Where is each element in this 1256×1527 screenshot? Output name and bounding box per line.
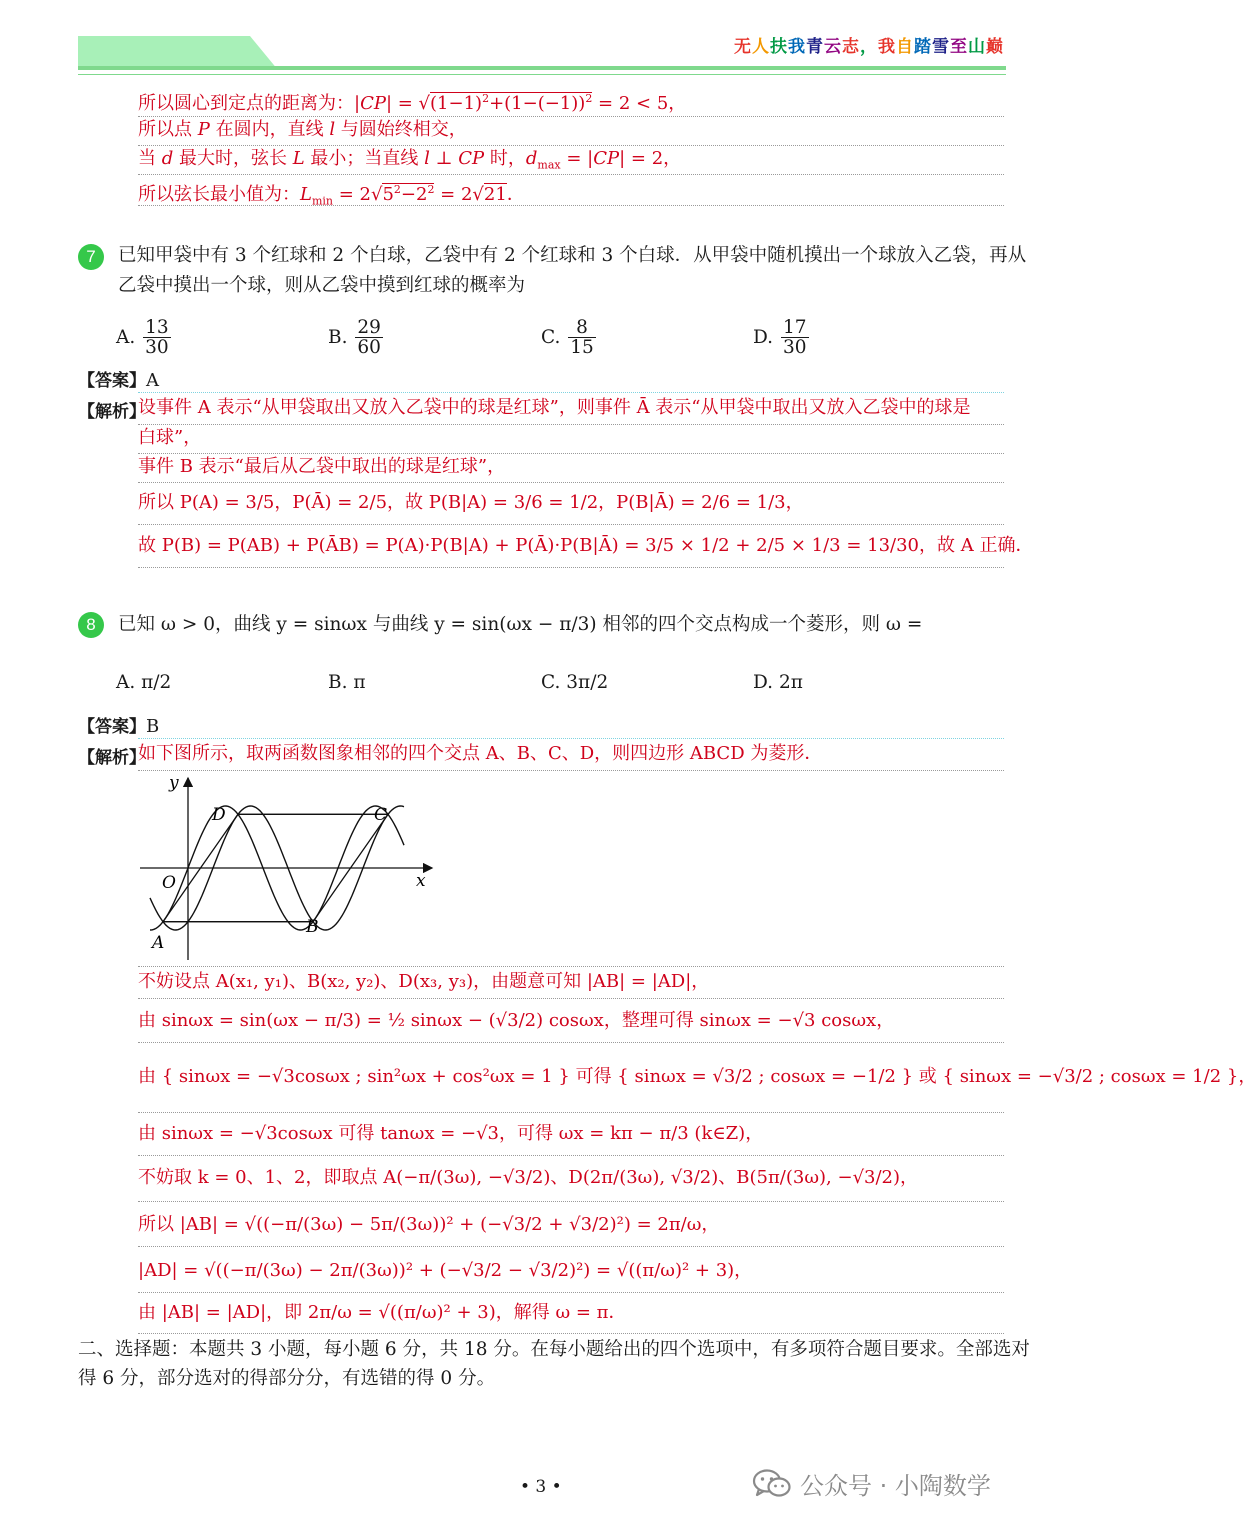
divider (138, 567, 1004, 568)
page-number: • 3 • (520, 1477, 562, 1497)
answer-row (78, 712, 159, 737)
divider (138, 1042, 1004, 1043)
header-rule-thin (78, 74, 1006, 75)
motto-char: 无 (734, 37, 752, 57)
motto-char: 踏 (914, 37, 932, 57)
motto-char: 志 (842, 37, 860, 57)
question-number-badge: 7 (78, 244, 104, 270)
answer-value: A (146, 370, 159, 391)
analysis-line: 不妨设点 A(x₁, y₁)、B(x₂, y₂)、D(x₃, y₃)，由题意可知 |AB| = |AD|， (138, 971, 710, 992)
divider (138, 998, 1004, 999)
watermark (752, 1466, 991, 1501)
divider (138, 482, 1004, 483)
analysis-line: 由 sinωx = sin(ωx − π/3) = ½ sinωx − (√3/2) cosωx，整理可得 sinωx = −√3 cosωx， (138, 1010, 895, 1031)
analysis-tag: 【解析】 (78, 402, 146, 422)
option-label: A. (116, 326, 136, 348)
answer-value: B (146, 716, 160, 737)
denominator: 15 (570, 337, 594, 359)
option-b[interactable] (328, 672, 366, 693)
question-stem-line: 已知甲袋中有 3 个红球和 2 个白球，乙袋中有 2 个红球和 3 个白球．从甲袋中随机摸出一个球放入乙袋，再从 (118, 245, 1027, 266)
watermark-text: 公众号 · 小陶数学 (800, 1472, 991, 1500)
motto-char: 自 (896, 37, 914, 57)
denominator: 30 (145, 337, 169, 359)
answer-tag: 【答案】 (78, 717, 146, 737)
answer-row (78, 366, 159, 391)
motto-char: ， (860, 37, 878, 57)
analysis-line: 由 |AB| = |AD|，即 2π/ω = √((π/ω)² + 3)，解得 ω = π． (138, 1302, 627, 1323)
option-c[interactable] (541, 318, 598, 358)
motto-char: 至 (950, 37, 968, 57)
divider (138, 966, 1004, 967)
origin-label: O (162, 873, 176, 893)
option-d[interactable] (753, 318, 811, 358)
question-stem-line: 乙袋中摸出一个球，则从乙袋中摸到红球的概率为 (118, 275, 526, 296)
divider (138, 1292, 1004, 1293)
divider (138, 1246, 1004, 1247)
motto-char: 我 (878, 37, 896, 57)
header-rule (78, 66, 1006, 70)
option-d[interactable] (753, 672, 803, 693)
point-label-b: B (306, 917, 319, 937)
numerator: 13 (145, 317, 169, 338)
numerator: 8 (568, 318, 596, 338)
motto-char: 山 (968, 37, 986, 57)
option-text: π (353, 672, 366, 693)
option-a[interactable] (116, 318, 173, 358)
header-band (78, 36, 278, 70)
prev-solution-line: 所以圆心到定点的距离为：$|CP| = √(1-1)^2+(1-(-1))^2 = 2 < 5$， (138, 92, 687, 114)
prev-solution-line: 当 d 最大时，弦长 L 最小；当直线 l ⊥ CP 时，$d_{max} = |CP| = 2$， (138, 148, 682, 172)
question-stem: 已知 ω > 0，曲线 y = sinωx 与曲线 y = sin(ωx − π/3) 相邻的四个交点构成一个菱形，则 ω = (118, 614, 923, 635)
axis-x-label: x (416, 871, 426, 891)
option-label: A. (116, 672, 136, 693)
motto-char: 人 (752, 37, 770, 57)
analysis-line: 所以 |AB| = √((−π/(3ω) − 5π/(3ω))² + (−√3/2 + √3/2)²) = 2π/ω， (138, 1214, 720, 1235)
motto-char: 青 (806, 37, 824, 57)
option-label: B. (328, 672, 348, 693)
divider (138, 1155, 1004, 1156)
denominator: 30 (782, 337, 807, 359)
point-label-a: A (152, 933, 165, 953)
divider (138, 1201, 1004, 1202)
divider (138, 1333, 1004, 1334)
sine-intersection-figure (136, 772, 436, 964)
option-fraction (355, 318, 383, 358)
divider (138, 1112, 1004, 1113)
analysis-intro: 如下图所示，取两函数图象相邻的四个交点 A、B、C、D，则四边形 ABCD 为菱形． (138, 743, 823, 764)
option-label: D. (753, 672, 774, 693)
option-fraction (143, 318, 171, 358)
question-number-badge: 8 (78, 612, 104, 638)
prev-solution-line: 所以点 P 在圆内，直线 l 与圆始终相交， (138, 119, 467, 140)
numerator: 17 (782, 317, 807, 338)
motto-char: 扶 (770, 37, 788, 57)
divider (138, 205, 1004, 206)
point-label-c: C (374, 805, 388, 825)
option-text: 3π/2 (566, 672, 609, 693)
analysis-tag: 【解析】 (78, 748, 146, 768)
motto-char: 云 (824, 37, 842, 57)
divider (138, 524, 1004, 525)
option-b[interactable] (328, 318, 385, 358)
analysis-line: 白球”， (138, 427, 202, 448)
section-line: 二、选择题：本题共 3 小题，每小题 6 分，共 18 分。在每小题给出的四个选项中，有多项符合题目要求。全部选对 (78, 1339, 1030, 1360)
option-label: C. (541, 326, 561, 348)
analysis-line: 不妨取 k = 0、1、2，即取点 A(−π/(3ω), −√3/2)、D(2π/(3ω), √3/2)、B(5π/(3ω), −√3/2)， (138, 1167, 919, 1188)
analysis-line: 设事件 A 表示“从甲袋取出又放入乙袋中的球是红球”，则事件 Ā 表示“从甲袋中取出又放入乙袋中的球是 (138, 397, 971, 418)
prev-solution-line: 所以弦长最小值为：$L_{min} = 2√5^2-2^2 = 2√21$． (138, 183, 525, 208)
option-text: 2π (778, 672, 803, 693)
axis-y-label: y (169, 773, 179, 793)
wechat-icon (752, 1468, 792, 1500)
header-motto (734, 32, 1004, 57)
denominator: 60 (357, 337, 381, 359)
numerator: 29 (357, 317, 381, 338)
analysis-line: 由 sinωx = −√3cosωx 可得 tanωx = −√3，可得 ωx = kπ − π/3 (k∈Z)， (138, 1123, 764, 1144)
divider (138, 738, 1004, 739)
divider (138, 174, 1004, 175)
analysis-line: 由 { sinωx = −√3cosωx ; sin²ωx + cos²ωx = 1 } 可得 { sinωx = √3/2 ; cosωx = −1/2 } 或 { sinωx = −√3/2 ; cosωx = 1/2 }， (138, 1066, 1256, 1087)
analysis-line: 故 P(B) = P(AB) + P(ĀB) = P(A)·P(B|A) + P(Ā)·P(B|Ā) = 3/5 × 1/2 + 2/5 × 1/3 = 13/30，故 A 正确． (138, 535, 1034, 556)
option-label: B. (328, 326, 348, 348)
section-line: 得 6 分，部分选对的得部分分，有选错的得 0 分。 (78, 1368, 496, 1389)
option-fraction (568, 318, 596, 358)
motto-char: 我 (788, 37, 806, 57)
divider (138, 392, 1004, 393)
divider (138, 770, 1004, 771)
option-c[interactable] (541, 672, 608, 693)
motto-char: 雪 (932, 37, 950, 57)
divider (138, 424, 1004, 425)
answer-tag: 【答案】 (78, 371, 146, 391)
analysis-line: 事件 B 表示“最后从乙袋中取出的球是红球”， (138, 456, 506, 477)
option-label: D. (753, 326, 774, 348)
analysis-line: |AD| = √((−π/(3ω) − 2π/(3ω))² + (−√3/2 − √3/2)²) = √((π/ω)² + 3)， (138, 1260, 753, 1281)
option-a[interactable] (116, 672, 171, 693)
motto-char: 巅 (986, 37, 1004, 57)
option-fraction (781, 318, 809, 358)
analysis-line: 所以 P(A) = 3/5，P(Ā) = 2/5，故 P(B|A) = 3/6 = 1/2，P(B|Ā) = 2/6 = 1/3， (138, 492, 804, 513)
option-label: C. (541, 672, 561, 693)
point-label-d: D (212, 805, 226, 825)
option-text: π/2 (141, 672, 172, 693)
